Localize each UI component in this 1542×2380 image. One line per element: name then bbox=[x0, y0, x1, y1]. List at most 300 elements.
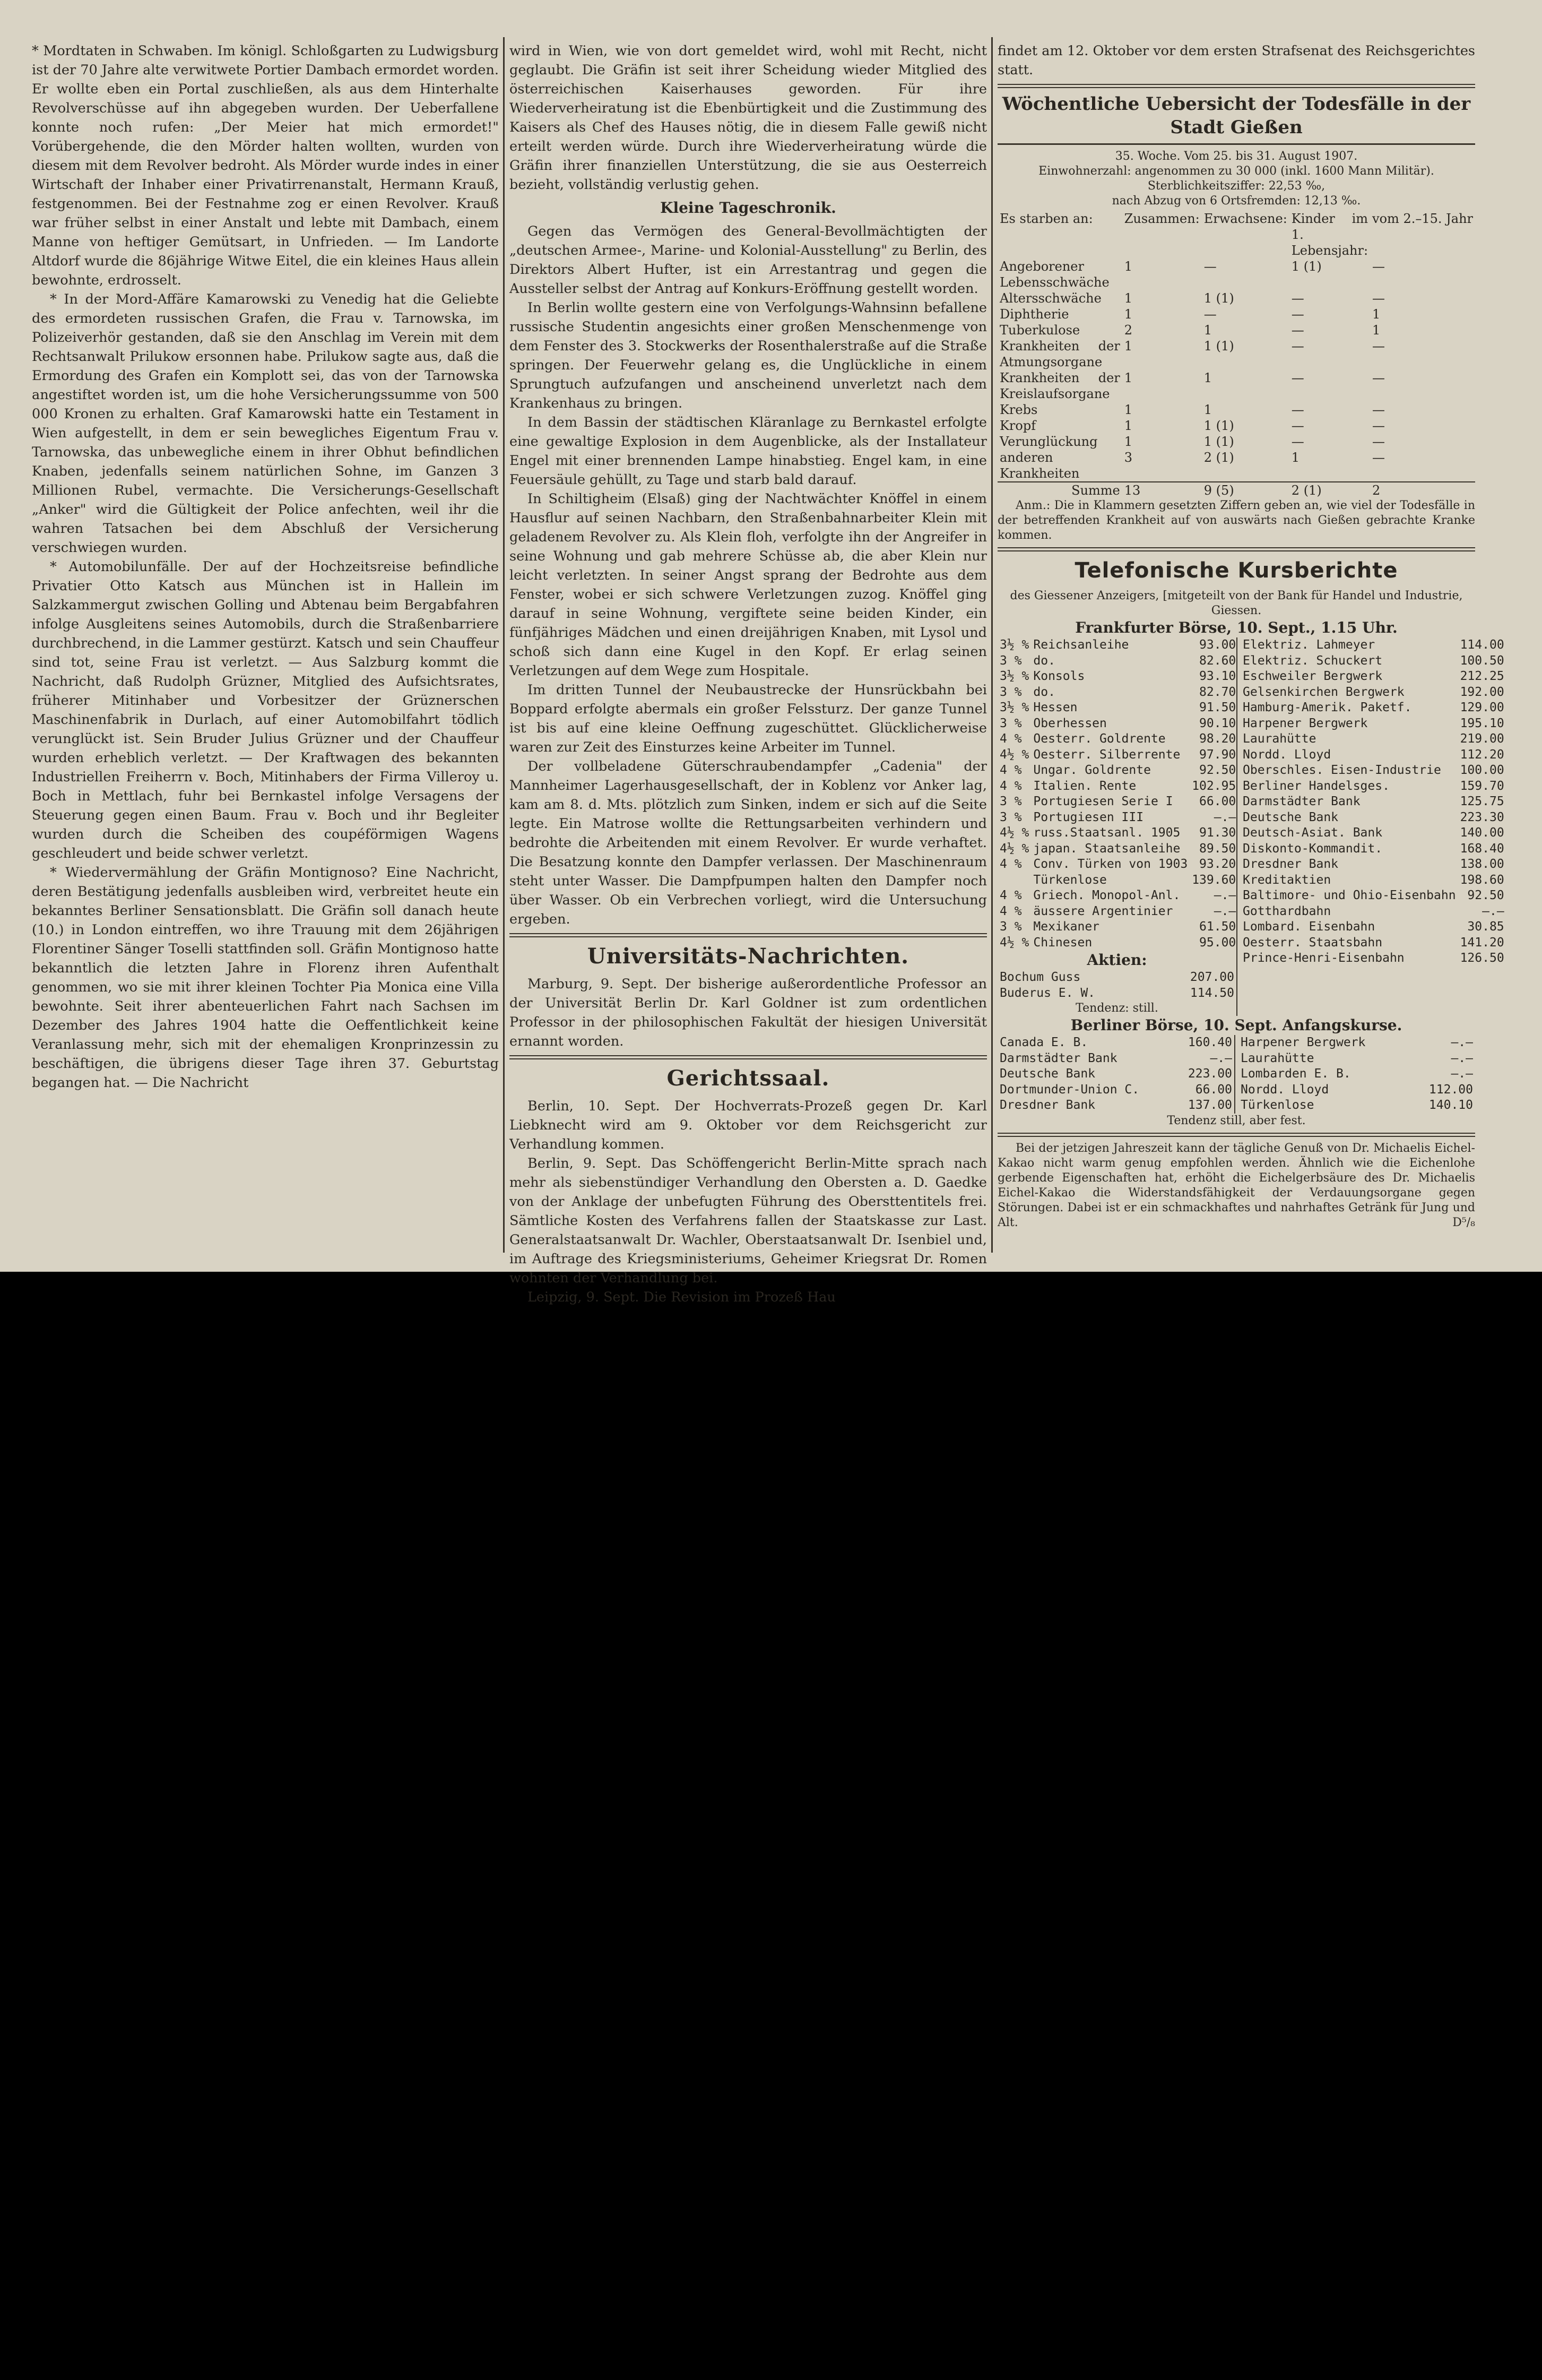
table-row bbox=[998, 810, 1238, 826]
kursberichte-subtitle: des Giessener Anzeigers, [mitgeteilt von der Bank für Handel und Industrie, Giessen. bbox=[1010, 589, 1463, 617]
table-cell: 4 % bbox=[1000, 904, 1022, 918]
table-cell: 112.00 bbox=[1428, 1082, 1473, 1097]
table-cell: 198.60 bbox=[1460, 873, 1504, 887]
table-cell: Deutsch-Asiat. Bank bbox=[1243, 826, 1383, 840]
table-cell: —.— bbox=[1451, 1036, 1473, 1049]
table-row bbox=[1241, 763, 1506, 779]
table-cell: Griech. Monopol-Anl. bbox=[1033, 889, 1181, 902]
table-cell: 1 bbox=[1124, 291, 1133, 306]
frankfurt-stocks-table bbox=[1241, 637, 1506, 967]
table-row bbox=[998, 402, 1475, 418]
chronik-item: In Schiltigheim (Elsaß) ging der Nachtwächter Knöffel in einem Hausflur auf seinen Nachbarn, den Straßenbahnarbeiter Klein mit geladenem Revolver zu. Als Klein floh, verfolgte ihn der Angreifer in seine Wohnung und gab mehrere Schüsse ab, die aber Klein nur leicht verletzten. In seiner Angst sprang der Bedrohte aus dem Fenster, wobei er sich schwere Verletzungen zuzog. Knöffel ging darauf in seine Wohnung, vergiftete seine beiden Kinder, ein fünfjähriges Mädchen und einen dreijährigen Knaben, mit Lysol und schoß sich dann eine Kugel in den Kopf. Er erlag seinen Verletzungen auf dem Wege zum Hospitale. bbox=[509, 491, 987, 679]
table-cell: 2 (1) bbox=[1291, 483, 1322, 498]
table-row bbox=[998, 653, 1238, 669]
table-row bbox=[1241, 825, 1506, 841]
table-cell: Portugiesen Serie I bbox=[1033, 795, 1173, 808]
table-row bbox=[1241, 653, 1506, 669]
table-row bbox=[1238, 1051, 1475, 1067]
table-cell: 4½ % bbox=[1000, 747, 1029, 762]
table-cell: 207.00 bbox=[1190, 970, 1234, 984]
table-row bbox=[998, 716, 1238, 732]
table-cell: Chinesen bbox=[1033, 935, 1093, 950]
table-row bbox=[998, 763, 1238, 779]
table-cell: 219.00 bbox=[1460, 732, 1504, 746]
table-cell: — bbox=[1372, 370, 1385, 385]
header-cell: Es starben an: bbox=[1000, 211, 1093, 226]
table-cell: 30.85 bbox=[1467, 920, 1504, 934]
column-3 bbox=[998, 41, 1504, 1230]
table-cell: Baltimore- und Ohio-Eisenbahn bbox=[1243, 889, 1456, 902]
berlin-right-table bbox=[1238, 1035, 1475, 1114]
table-row bbox=[998, 841, 1238, 857]
deaths-note: Anm.: Die in Klammern gesetzten Ziffern geben an, wie viel der Todesfälle in der betreffenden Krankheit auf von auswärts nach Gießen gebrachte Kranke kommen. bbox=[998, 499, 1475, 542]
table-row bbox=[1241, 716, 1506, 732]
table-row bbox=[998, 685, 1238, 701]
table-cell: 91.50 bbox=[1199, 701, 1236, 714]
table-cell: —.— bbox=[1214, 810, 1236, 824]
table-cell: Oberschles. Eisen-Industrie bbox=[1243, 763, 1441, 777]
table-row bbox=[998, 794, 1238, 810]
table-cell: Harpener Bergwerk bbox=[1241, 1036, 1366, 1049]
section-divider bbox=[998, 84, 1475, 88]
table-cell: Altersschwäche bbox=[1000, 291, 1102, 306]
chronik-item: Der vollbeladene Güterschraubendampfer „Cadenia" der Mannheimer Lagerhausgesellschaft, der in Koblenz vor Anker lag, kam am 8. d. Mts. plötzlich zum Sinken, indem er sich auf die Seite legte. Ein Matrose wollte die Rettungsarbeiten verhindern und bedrohte die Arbeitenden mit einem Revolver. Er wurde verhaftet. Die Besatzung konnte den Dampfer verlassen. Der Maschinenraum steht unter Wasser. Die Dampfpumpen halten den Dampfer noch über Wasser. Ob ein Verbrechen vorliegt, wird die Untersuchung ergeben. bbox=[509, 758, 987, 927]
gericht-continuation: findet am 12. Oktober vor dem ersten Strafsenat des Reichsgerichtes statt. bbox=[998, 43, 1475, 78]
table-cell: 159.70 bbox=[1460, 779, 1504, 793]
table-cell: Elektriz. Lahmeyer bbox=[1243, 638, 1375, 652]
table-cell: —.— bbox=[1451, 1067, 1473, 1081]
table-cell: 82.70 bbox=[1199, 685, 1236, 699]
table-row bbox=[998, 1098, 1234, 1114]
table-cell: 102.95 bbox=[1192, 779, 1236, 793]
table-cell: 112.20 bbox=[1460, 747, 1504, 762]
table-cell: Berliner Handelsges. bbox=[1243, 779, 1390, 793]
section-divider bbox=[998, 547, 1475, 551]
table-cell: Summe bbox=[1071, 483, 1120, 498]
table-row bbox=[998, 1051, 1234, 1067]
table-cell: Oesterr. Goldrente bbox=[1033, 732, 1166, 746]
section-divider bbox=[998, 143, 1475, 145]
table-cell: do. bbox=[1033, 685, 1055, 699]
table-cell: Hessen bbox=[1033, 701, 1078, 714]
table-cell: 1 bbox=[1124, 418, 1133, 433]
table-cell: — bbox=[1372, 434, 1385, 449]
deaths-week: 35. Woche. Vom 25. bis 31. August 1907. bbox=[1115, 150, 1358, 163]
table-row bbox=[998, 700, 1238, 716]
table-cell: 1 bbox=[1203, 323, 1212, 338]
table-cell: Tuberkulose bbox=[1000, 323, 1080, 338]
table-cell: — bbox=[1291, 323, 1304, 338]
table-row bbox=[1241, 951, 1506, 967]
table-cell: 66.00 bbox=[1195, 1082, 1232, 1097]
table-cell: 1 bbox=[1372, 307, 1381, 322]
table-cell: Türkenlose bbox=[1033, 873, 1107, 887]
table-cell: Ungar. Goldrente bbox=[1033, 763, 1151, 777]
header-cell: Kinder im 1. Lebensjahr: bbox=[1291, 211, 1368, 258]
table-cell: 13 bbox=[1124, 483, 1141, 498]
table-cell: Kreditaktien bbox=[1243, 873, 1331, 887]
table-cell: anderen Krankheiten bbox=[1000, 450, 1080, 481]
table-row bbox=[998, 779, 1238, 795]
table-cell: —.— bbox=[1451, 1051, 1473, 1065]
table-row bbox=[998, 1035, 1234, 1051]
table-row bbox=[998, 434, 1475, 450]
table-row bbox=[1241, 888, 1506, 904]
table-cell: Buderus E. W. bbox=[1000, 986, 1096, 1000]
table-cell: Krankheiten der Kreislaufsorgane bbox=[1000, 370, 1120, 401]
table-cell: 1 bbox=[1124, 402, 1133, 417]
table-cell: Krebs bbox=[1000, 402, 1038, 417]
frankfurt-boerse-title: Frankfurter Börse, 10. Sept., 1.15 Uhr. bbox=[1075, 619, 1398, 636]
table-cell: Oberhessen bbox=[1033, 716, 1107, 730]
table-cell: 3 bbox=[1124, 450, 1133, 465]
table-cell: Darmstädter Bank bbox=[1243, 795, 1361, 808]
table-cell: 140.00 bbox=[1460, 826, 1504, 840]
chronik-item: Im dritten Tunnel der Neubaustrecke der Hunsrückbahn bei Boppard erfolgte abermals ein großer Felssturz. Der ganze Tunnel ist bis auf eine kleine Oeffnung zugeschüttet. Glücklicherweise waren zur Zeit des Einsturzes keine Arbeiter im Tunnel. bbox=[509, 682, 987, 755]
table-row bbox=[1238, 1035, 1475, 1051]
table-cell: 129.00 bbox=[1460, 701, 1504, 714]
gericht-item: Leipzig, 9. Sept. Die Revision im Prozeß Hau bbox=[527, 1289, 836, 1305]
table-cell: 160.40 bbox=[1188, 1036, 1232, 1049]
berlin-tendenz: Tendenz still, aber fest. bbox=[1167, 1114, 1306, 1127]
table-cell: Diphtherie bbox=[1000, 307, 1069, 322]
column-rule-1 bbox=[503, 37, 505, 1253]
deaths-population: Einwohnerzahl: angenommen zu 30 000 (inkl. 1600 Mann Militär). bbox=[1038, 165, 1434, 178]
table-row bbox=[1241, 919, 1506, 935]
table-row bbox=[998, 338, 1475, 370]
table-row bbox=[998, 1066, 1234, 1082]
table-cell: Eschweiler Bergwerk bbox=[1243, 669, 1383, 683]
table-cell: Oesterr. Staatsbahn bbox=[1243, 935, 1383, 950]
table-cell: — bbox=[1291, 370, 1304, 385]
table-cell: Harpener Bergwerk bbox=[1243, 716, 1368, 730]
table-cell: 1 bbox=[1124, 259, 1133, 274]
table-cell: Reichsanleihe bbox=[1033, 638, 1129, 652]
chronik-item: In dem Bassin der städtischen Kläranlage zu Bernkastel erfolgte eine gewaltige Explosion in dem Augenblicke, als der Installateur Engel mit einer brennenden Lampe hinabstieg. Engel kam, in eine Feuersäule gehüllt, zu Tage und starb bald darauf. bbox=[509, 415, 987, 488]
table-cell: 1 (1) bbox=[1203, 418, 1234, 433]
table-cell: —.— bbox=[1214, 904, 1236, 918]
table-row bbox=[1241, 731, 1506, 747]
table-cell: 168.40 bbox=[1460, 841, 1504, 856]
table-cell: 3 % bbox=[1000, 810, 1022, 824]
table-cell: 82.60 bbox=[1199, 653, 1236, 668]
table-cell: 3 % bbox=[1000, 716, 1022, 730]
table-cell: Gotthardbahn bbox=[1243, 904, 1331, 918]
ad-text: Bei der jetzigen Jahreszeit kann der tägliche Genuß von Dr. Michaelis Eichel-Kakao nicht warm genug empfohlen werden. Ähnlich wie die Eichenlohe gerbende Eigenschaften hat, erhöht die Eichelgerbsäure des Dr. Michaelis Eichel-Kakao die Widerstandsfähigkeit der Verdauungsorgane gegen Störungen. Dabei ist er ein schmackhaftes und nahrhaftes Getränk für Jung und Alt. bbox=[998, 1141, 1475, 1229]
frankfurt-left bbox=[998, 637, 1237, 1016]
table-cell: Kropf bbox=[1000, 418, 1036, 433]
table-cell: 93.20 bbox=[1199, 857, 1236, 871]
table-row bbox=[998, 322, 1475, 338]
table-cell: Deutsche Bank bbox=[1243, 810, 1339, 824]
table-cell: Nordd. Lloyd bbox=[1243, 747, 1331, 762]
aktien-title: Aktien: bbox=[1087, 951, 1147, 969]
column-rule-2 bbox=[991, 37, 993, 1253]
section-title-tageschronik: Kleine Tageschronik. bbox=[660, 199, 836, 217]
advertisement-eichel-kakao bbox=[998, 1141, 1475, 1230]
table-cell: Laurahütte bbox=[1241, 1051, 1314, 1065]
table-cell: 95.00 bbox=[1199, 935, 1236, 950]
table-cell: russ.Staatsanl. 1905 bbox=[1033, 826, 1181, 840]
table-row bbox=[1241, 873, 1506, 889]
table-cell: 1 (1) bbox=[1203, 291, 1234, 306]
table-cell: Bochum Guss bbox=[1000, 970, 1081, 984]
deaths-table bbox=[998, 211, 1475, 498]
table-cell: 1 (1) bbox=[1291, 259, 1322, 274]
berlin-boerse-title: Berliner Börse, 10. Sept. Anfangskurse. bbox=[1070, 1016, 1402, 1034]
table-cell: 4 % bbox=[1000, 889, 1022, 902]
table-cell: Conv. Türken von 1903 bbox=[1033, 857, 1188, 871]
table-cell: — bbox=[1203, 259, 1217, 274]
frankfurt-right bbox=[1241, 637, 1504, 1016]
table-row bbox=[1241, 685, 1506, 701]
table-cell: 3 % bbox=[1000, 653, 1022, 668]
table-row bbox=[1238, 1098, 1475, 1114]
table-row bbox=[998, 919, 1238, 935]
table-cell: 3½ % bbox=[1000, 669, 1029, 683]
table-cell: — bbox=[1372, 259, 1385, 274]
article-automobilunfaelle: * Automobilunfälle. Der auf der Hochzeitsreise befindliche Privatier Otto Katsch aus München ist in Hallein im Salzkammergut zwischen Golling und Abtenau beim Bergabfahren infolge Ausgleitens seines Automobils, durch die Straßenbarriere durchbrechend, in die Lammer gestürzt. Katsch und sein Chauffeur sind tot, seine Frau ist verletzt. — Aus Salzburg kommt die Nachricht, daß Rudolph Grüzner, Mitglied des Aufsichtsrates, früherer Mitinhaber und Vorbesitzer der Grüznerschen Maschinenfabrik in Durlach, auf einer Automobilfahrt tödlich verunglückt ist. Sein Bruder Julius Grüzner und der Chauffeur wurden erheblich verletzt. — Der Kraftwagen des bekannten Industriellen Freiherrn v. Boch, Mitinhabers der Firma Villeroy u. Boch in Mettlach, fuhr bei Bernkastel infolge Versagens der Steuerung gegen einen Baum. Frau v. Boch und ihr Begleiter wurden durch die Scheiben des coupéförmigen Wagens geschleudert und beide schwer verletzt. bbox=[32, 559, 499, 861]
deaths-rate: Sterblichkeitsziffer: 22,53 ‰, bbox=[1147, 179, 1326, 193]
section-title-universitaet: Universitäts-Nachrichten. bbox=[587, 944, 909, 969]
chronik-item: In Berlin wollte gestern eine von Verfolgungs-Wahnsinn befallene russische Studentin angesichts einer großen Menschenmenge von dem Fenster des 3. Stockwerks der Rosenthalerstraße auf die Straße springen. Der Feuerwehr gelang es, die Unglückliche in einem Sprungtuch aufzufangen und anscheinend unverletzt nach dem Krankenhaus zu bringen. bbox=[509, 300, 987, 411]
table-cell: 1 bbox=[1124, 339, 1133, 353]
table-row bbox=[1238, 1066, 1475, 1082]
table-cell: Krankheiten der Atmungsorgane bbox=[1000, 339, 1120, 369]
table-cell: Darmstädter Bank bbox=[1000, 1051, 1117, 1065]
table-cell: 4½ % bbox=[1000, 826, 1029, 840]
table-cell: Canada E. B. bbox=[1000, 1036, 1088, 1049]
table-cell: 1 bbox=[1124, 434, 1133, 449]
deaths-table-header bbox=[998, 211, 1475, 258]
table-cell: 223.30 bbox=[1460, 810, 1504, 824]
berlin-right bbox=[1238, 1035, 1475, 1114]
header-cell: Erwachsene: bbox=[1203, 211, 1287, 226]
table-cell: 138.00 bbox=[1460, 857, 1504, 871]
table-cell: — bbox=[1291, 434, 1304, 449]
table-cell: 93.00 bbox=[1199, 638, 1236, 652]
table-cell: 100.00 bbox=[1460, 763, 1504, 777]
table-cell: — bbox=[1291, 402, 1304, 417]
table-cell: Lombarden E. B. bbox=[1241, 1067, 1351, 1081]
table-cell: 89.50 bbox=[1199, 841, 1236, 856]
table-cell: 3½ % bbox=[1000, 701, 1029, 714]
table-cell: 3 % bbox=[1000, 795, 1022, 808]
table-cell: 4 % bbox=[1000, 857, 1022, 871]
table-cell: 91.30 bbox=[1199, 826, 1236, 840]
header-cell: vom 2.–15. Jahr bbox=[1372, 211, 1473, 226]
table-cell: Dortmunder-Union C. bbox=[1000, 1082, 1140, 1097]
table-row bbox=[1241, 904, 1506, 920]
berlin-left bbox=[998, 1035, 1235, 1114]
frankfurt-tables bbox=[998, 637, 1504, 1016]
table-cell: Nordd. Lloyd bbox=[1241, 1082, 1329, 1097]
table-row bbox=[1241, 637, 1506, 653]
table-cell: 4 % bbox=[1000, 732, 1022, 746]
table-cell: Elektriz. Schuckert bbox=[1243, 653, 1383, 668]
table-row bbox=[1241, 841, 1506, 857]
table-cell: 1 bbox=[1203, 402, 1212, 417]
table-cell: Deutsche Bank bbox=[1000, 1067, 1096, 1081]
article-montignoso: * Wiedervermählung der Gräfin Montignoso? Eine Nachricht, deren Bestätigung jedenfalls ausbleiben wird, verbreitet heute ein bekanntes Berliner Sensationsblatt. Die Gräfin soll danach heute (10.) in London eintreffen, wo ihre Trauung mit dem 26jährigen Florentiner Sänger Toselli stattfinden soll. Gräfin Montignoso hatte bekanntlich die letzten Jahre in Florenz ihren Aufenthalt genommen, wo sie mit ihrer kleinen Tochter Pia Monica eine Villa bewohnte. Seit ihrer abenteuerlichen Fahrt nach Sachsen im Dezember des Jahres 1904 hatte die Oeffentlichkeit keine Veranlassung mehr, sich mit der ehemaligen Kronprinzessin zu beschäftigen, die übrigens dieser Tage ihren 37. Geburtstag begangen hat. — Die Nachricht bbox=[32, 865, 499, 1091]
table-row bbox=[998, 857, 1238, 873]
table-row bbox=[1241, 935, 1506, 951]
section-title-gerichtssaal: Gerichtssaal. bbox=[666, 1066, 830, 1091]
table-cell: Gelsenkirchen Bergwerk bbox=[1243, 685, 1405, 699]
table-row bbox=[998, 290, 1475, 306]
table-cell: 4 % bbox=[1000, 779, 1022, 793]
table-row bbox=[998, 888, 1238, 904]
table-cell: 137.00 bbox=[1188, 1098, 1232, 1112]
table-row bbox=[1241, 857, 1506, 873]
table-cell: 93.10 bbox=[1199, 669, 1236, 683]
frankfurt-bonds-table bbox=[998, 637, 1238, 951]
table-row bbox=[998, 970, 1236, 986]
table-row bbox=[998, 731, 1238, 747]
table-cell: 1 bbox=[1372, 323, 1381, 338]
table-cell: 1 (1) bbox=[1203, 434, 1234, 449]
table-cell: — bbox=[1203, 307, 1217, 322]
section-divider bbox=[509, 933, 987, 937]
uni-item: Marburg, 9. Sept. Der bisherige außerordentliche Professor an der Universität Berlin Dr. Karl Goldner ist zum ordentlichen Professor in der philosophischen Fakultät der hiesigen Universität ernannt worden. bbox=[509, 976, 987, 1049]
deaths-table-body bbox=[998, 258, 1475, 482]
table-cell: — bbox=[1291, 291, 1304, 306]
table-row bbox=[998, 986, 1236, 1002]
table-cell: 114.50 bbox=[1190, 986, 1234, 1000]
frankfurt-tendenz: Tendenz: still. bbox=[1076, 1002, 1158, 1015]
section-divider bbox=[509, 1055, 987, 1059]
table-cell: 61.50 bbox=[1199, 920, 1236, 934]
article-kamarowski: * In der Mord-Affäre Kamarowski zu Venedig hat die Geliebte des ermordeten russischen Grafen, die Frau v. Tarnowska, im Polizeiverhör gestanden, daß sie den Anschlag im Verein mit dem Rechtsanwalt Prilukow ersonnen habe. Prilukow sagte aus, daß die Ermordung des Grafen ein Komplott sei, das von der Tarnowska angestiftet worden ist, um die hohe Versicherungssumme von 500 000 Kronen zu erhalten. Graf Kamarowski hatte ein Testament in Wien aufgestellt, in dem er sein bewegliches Eigentum Frau v. Tarnowska, das unbewegliche einem in ihrer Obhut befindlichen Knaben, jedenfalls seinem natürlichen Sohne, im Ganzen 3 Millionen Rubel, vermachte. Die Versicherungs-Gesellschaft „Anker" wird die Gültigkeit der Police anfechten, weil ihr die wahren Tatsachen bei dem Abschluß der Versicherung verschwiegen wurden. bbox=[32, 291, 499, 556]
table-row bbox=[1241, 810, 1506, 826]
table-cell: 2 bbox=[1372, 483, 1381, 498]
table-cell: 1 bbox=[1124, 307, 1133, 322]
table-cell: — bbox=[1291, 307, 1304, 322]
table-cell: Türkenlose bbox=[1241, 1098, 1314, 1112]
table-cell: 3 % bbox=[1000, 685, 1022, 699]
table-cell: — bbox=[1372, 339, 1385, 353]
column-2 bbox=[509, 41, 987, 1307]
table-cell bbox=[998, 873, 1031, 889]
gericht-item: Berlin, 10. Sept. Der Hochverrats-Prozeß gegen Dr. Karl Liebknecht wird am 9. Oktober vor dem Reichsgericht zur Verhandlung kommen. bbox=[509, 1098, 987, 1152]
table-cell: Prince-Henri-Eisenbahn bbox=[1243, 951, 1405, 965]
gericht-item: Berlin, 9. Sept. Das Schöffengericht Berlin-Mitte sprach nach mehr als siebenstündiger Verhandlung den Obersten a. D. Gaedke von der Anklage der unbefugten Führung des Obersttentitels frei. Sämtliche Kosten des Verfahrens fallen der Staatskasse zur Last. Generalstaatsanwalt Dr. Wachler, Oberstaatsanwalt Dr. Isenbiel und, im Auftrage des Kriegsministeriums, Geheimer Kriegsrat Dr. Romen wohnten der Verhandlung bei. bbox=[509, 1155, 987, 1286]
table-cell: Diskonto-Kommandit. bbox=[1243, 841, 1383, 856]
table-cell: Konsols bbox=[1033, 669, 1085, 683]
table-row bbox=[1238, 1082, 1475, 1098]
table-cell: 9 (5) bbox=[1203, 483, 1234, 498]
table-row bbox=[998, 450, 1475, 482]
table-cell: Dresdner Bank bbox=[1243, 857, 1339, 871]
chronik-item: Gegen das Vermögen des General-Bevollmächtigten der „deutschen Armee-, Marine- und Kolonial-Ausstellung" zu Berlin, des Direktors Albert Hufter, ist ein Arrestantrag und gegen die Aussteller selbst der Antrag auf Konkurs-Eröffnung gestellt worden. bbox=[509, 223, 987, 297]
berlin-left-table bbox=[998, 1035, 1234, 1114]
table-row bbox=[998, 418, 1475, 434]
column-1 bbox=[32, 41, 499, 1092]
table-row bbox=[998, 669, 1238, 685]
table-cell: 192.00 bbox=[1460, 685, 1504, 699]
table-cell: 114.00 bbox=[1460, 638, 1504, 652]
table-cell: — bbox=[1372, 402, 1385, 417]
section-title-kursberichte: Telefonische Kursberichte bbox=[1075, 558, 1398, 583]
table-cell: 139.60 bbox=[1192, 873, 1236, 887]
table-cell: 4 % bbox=[1000, 763, 1022, 777]
table-cell: 4½ % bbox=[1000, 841, 1029, 856]
table-cell: 4½ % bbox=[1000, 935, 1029, 950]
table-cell: 1 (1) bbox=[1203, 339, 1234, 353]
table-cell: 90.10 bbox=[1199, 716, 1236, 730]
table-cell: 2 (1) bbox=[1203, 450, 1234, 465]
table-cell: — bbox=[1291, 339, 1304, 353]
table-cell: 140.10 bbox=[1428, 1098, 1473, 1112]
table-row bbox=[998, 370, 1475, 402]
table-cell: 100.50 bbox=[1460, 653, 1504, 668]
table-cell: Mexikaner bbox=[1033, 920, 1100, 934]
table-cell: 223.00 bbox=[1188, 1067, 1232, 1081]
table-cell: — bbox=[1372, 418, 1385, 433]
table-cell: Laurahütte bbox=[1243, 732, 1316, 746]
table-cell: — bbox=[1372, 450, 1385, 465]
table-row bbox=[998, 935, 1238, 951]
table-cell: 97.90 bbox=[1199, 747, 1236, 762]
table-row bbox=[998, 1082, 1234, 1098]
article-continuation: wird in Wien, wie von dort gemeldet wird, wohl mit Recht, nicht geglaubt. Die Gräfin ist seit ihrer Scheidung wieder Mitglied des österreichischen Kaiserhauses geworden. Für ihre Wiederverheiratung ist die Ebenbürtigkeit und die Zustimmung des Kaisers als Chef des Hauses nötig, die in diesem Falle gewiß nicht erteilt werden würde. Durch ihre Wiederverheiratung würde die Gräfin ihrer finanziellen Unterstützung, die sie aus Oesterreich bezieht, vollständig verlustig gehen. bbox=[509, 43, 987, 193]
table-cell: — bbox=[1291, 418, 1304, 433]
table-cell: 3½ % bbox=[1000, 638, 1029, 652]
table-cell: —.— bbox=[1214, 889, 1236, 902]
table-row bbox=[998, 825, 1238, 841]
table-cell: Dresdner Bank bbox=[1000, 1098, 1096, 1112]
table-cell: äussere Argentinier bbox=[1033, 904, 1173, 918]
table-cell: Italien. Rente bbox=[1033, 779, 1137, 793]
table-cell: 98.20 bbox=[1199, 732, 1236, 746]
deaths-sum-row bbox=[998, 482, 1475, 498]
table-cell: japan. Staatsanleihe bbox=[1033, 841, 1181, 856]
deaths-rate-adjusted: nach Abzug von 6 Ortsfremden: 12,13 ‰. bbox=[1112, 194, 1361, 208]
header-cell: Zusammen: bbox=[1124, 211, 1200, 226]
table-row bbox=[1241, 669, 1506, 685]
table-row bbox=[998, 747, 1238, 763]
table-cell: 92.50 bbox=[1199, 763, 1236, 777]
table-cell: Portugiesen III bbox=[1033, 810, 1144, 824]
table-row bbox=[1241, 779, 1506, 795]
table-cell: 92.50 bbox=[1467, 889, 1504, 902]
frankfurt-aktien-table bbox=[998, 970, 1236, 1001]
table-row bbox=[998, 637, 1238, 653]
ad-signature: D⁵/₈ bbox=[1452, 1215, 1475, 1229]
table-cell: 141.20 bbox=[1460, 935, 1504, 950]
table-row bbox=[1241, 747, 1506, 763]
table-row bbox=[998, 873, 1238, 889]
table-cell: 126.50 bbox=[1460, 951, 1504, 965]
table-cell: —.— bbox=[1482, 904, 1504, 918]
table-cell: 1 bbox=[1203, 370, 1212, 385]
table-cell: Hamburg-Amerik. Paketf. bbox=[1243, 701, 1412, 714]
table-cell: 195.10 bbox=[1460, 716, 1504, 730]
table-cell: Angeborener Lebensschwäche bbox=[1000, 259, 1110, 290]
table-row bbox=[1241, 700, 1506, 716]
table-row bbox=[998, 258, 1475, 290]
table-cell: 125.75 bbox=[1460, 795, 1504, 808]
table-cell: 212.25 bbox=[1460, 669, 1504, 683]
table-row bbox=[1241, 794, 1506, 810]
table-cell: Lombard. Eisenbahn bbox=[1243, 920, 1375, 934]
table-cell: — bbox=[1372, 291, 1385, 306]
table-cell: 1 bbox=[1124, 370, 1133, 385]
table-row bbox=[998, 904, 1238, 920]
section-divider bbox=[998, 1133, 1475, 1137]
table-cell: Oesterr. Silberrente bbox=[1033, 747, 1181, 762]
table-cell: 3 % bbox=[1000, 920, 1022, 934]
